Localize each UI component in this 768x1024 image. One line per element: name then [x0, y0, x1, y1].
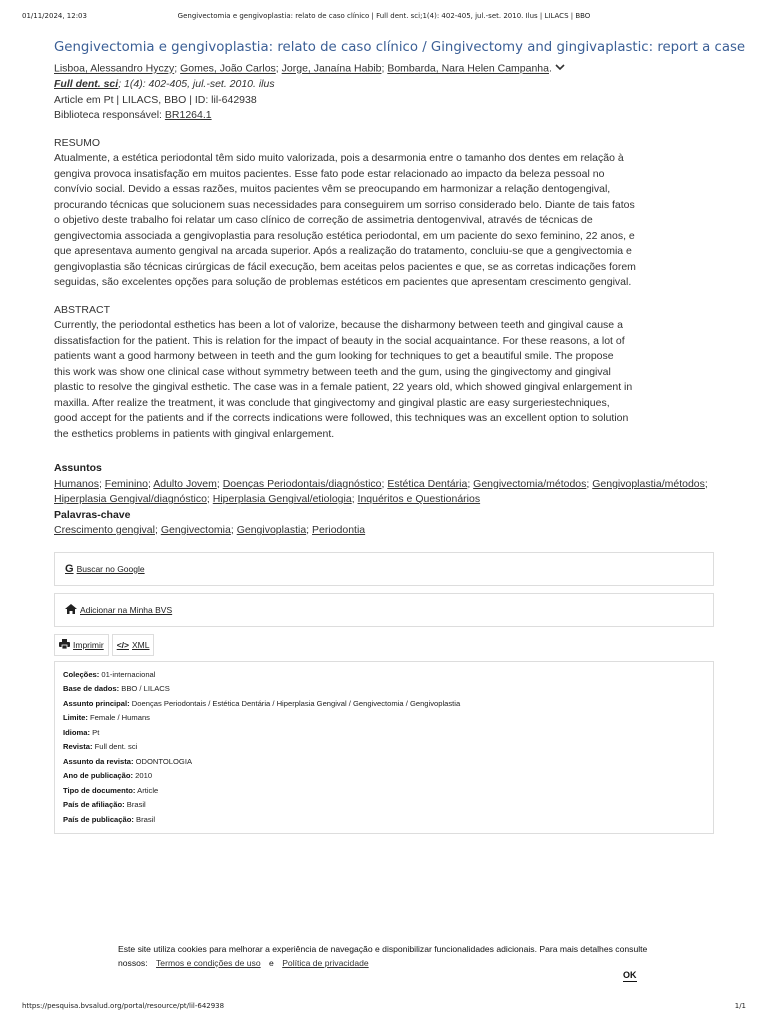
print-footer [22, 1002, 746, 1010]
resumo-heading: RESUMO [54, 136, 101, 149]
resumo-line: gengivectomia associada a gengivoplastia para resolução estética periodontal, em um paciente do sexo feminino, 22 anos, e [54, 229, 635, 242]
resumo-text [54, 151, 714, 291]
citation: Full dent. sci; 1(4): 402-405, jul.-set. 2010. ilus [54, 78, 275, 91]
detail-row: Assunto principal: Doenças Periodontais / Estética Dentária / Hiperplasia Gengival / Gengivectomia / Gengivoplastia [63, 698, 461, 708]
journal-link[interactable]: Full dent. sci [54, 78, 119, 91]
subject-link[interactable]: Estética Dentária [387, 477, 468, 490]
abstract-line: maxilla. After realize the treatment, it was conclude that gingivectomy and gingival plastic are easy surgeriestechniques, [54, 396, 610, 409]
detail-row: Idioma: Pt [63, 727, 100, 737]
abstract-line: dissatisfaction for the patient. This is relation for the impact of beauty in the social acquaintance. For these reasons, a lot of [54, 334, 625, 347]
palavras-list: Crescimento gengival; Gengivectomia; Gengivoplastia; Periodontia [54, 524, 366, 537]
google-search-box [54, 552, 714, 586]
subject-link[interactable]: Inquéritos e Questionários [357, 493, 481, 506]
resumo-line: o objetivo deste trabalho foi relatar um caso clínico de correção de assimetria dentogenvival, através de técnicas de [54, 214, 593, 227]
terms-link[interactable]: Termos e condições de uso [156, 958, 261, 968]
keyword-link[interactable]: Gengivectomia [160, 524, 231, 537]
abstract-heading: ABSTRACT [54, 303, 111, 316]
assuntos-heading: Assuntos [54, 462, 102, 475]
print-title: Gengivectomia e gengivoplastia: relato de caso clínico | Full dent. sci;1(4): 402-405, jul.-set. 2010. Ilus | LILACS | BBO [177, 12, 591, 20]
resumo-line: procurando técnicas que solucionem suas necessidades para conseguirem um sorriso considerado belo. Diante de tais fatos [54, 198, 635, 211]
printer-icon [59, 639, 70, 651]
xml-button[interactable]: </> XML [112, 634, 155, 656]
palavras-heading: Palavras-chave [54, 508, 131, 521]
resumo-line: seguidas, são excelentes opções para solução de problemas estéticos em pacientes que apresentam crescimento gengival. [54, 276, 632, 289]
resumo-line: gengiva provoca insatisfação em muitos pacientes. Esse fato pode estar relacionado ao impacto da beleza pessoal no [54, 167, 605, 180]
resumo-line: convívio social. Devido a essas razões, muitos pacientes vêm se preocupando em harmonizar a relação dentogengival, [54, 183, 611, 196]
resumo-line: gengivoplastia são técnicas cirúrgicas de fácil execução, bem aceitas pelos pacientes e que, se as corretas indicações forem [54, 260, 636, 273]
cookie-ok-button[interactable]: OK [623, 970, 637, 980]
details-panel [54, 661, 714, 835]
detail-row: País de publicação: Brasil [63, 814, 156, 824]
article-title: Gengivectomia e gengivoplastia: relato de caso clínico / Gingivectomy and gingivaplastic: report a case [54, 40, 746, 55]
print-header [22, 12, 746, 22]
print-url: https://pesquisa.bvsalud.org/portal/resource/pt/lil-642938 [22, 1002, 225, 1010]
detail-row: Ano de publicação: 2010 [63, 771, 153, 781]
print-datetime: 01/11/2024, 12:03 [22, 12, 87, 20]
author-link[interactable]: Jorge, Janaína Habib [281, 62, 382, 75]
detail-row: Assunto da revista: ODONTOLOGIA [63, 756, 193, 766]
privacy-link[interactable]: Política de privacidade [282, 958, 369, 968]
abstract-text [54, 318, 714, 442]
subject-link[interactable]: Gengivoplastia/métodos [592, 477, 705, 490]
home-icon [65, 604, 77, 616]
code-icon: </> [116, 639, 129, 650]
print-button[interactable]: Imprimir [54, 634, 109, 656]
detail-row: Revista: Full dent. sci [63, 742, 138, 752]
subject-link[interactable]: Hiperplasia Gengival/diagnóstico [54, 493, 207, 506]
keyword-link[interactable]: Crescimento gengival [54, 524, 155, 537]
resumo-line: que apresentava aumento gengival na arcada superior. Após a realização do tratamento, concluiu-se que a gengivectomia e [54, 245, 632, 258]
abstract-line: this work was show one clinical case without symmetry between teeth and the gum, using the gingivectomy and gingival [54, 365, 611, 378]
subject-link[interactable]: Humanos [54, 477, 99, 490]
author-link[interactable]: Bombarda, Nara Helen Campanha [387, 62, 549, 75]
cookie-banner: Este site utiliza cookies para melhorar a experiência de navegação e disponibilizar funcionalidades adicionais. Para mais detalhes consulte nossos: Termos e condições de uso e Política de privacidade [118, 944, 648, 968]
assuntos-list: Humanos; Feminino; Adulto Jovem; Doenças Periodontais/diagnóstico; Estética Dentária; Gengivectomia/métodos; Gengivoplastia/métodos; [54, 477, 708, 490]
abstract-line: patients want a good harmony between in teeth and the gum looking for techniques to get a beautiful smile. The propose [54, 350, 614, 363]
detail-row: Limite: Female / Humans [63, 713, 150, 723]
detail-row: Tipo de documento: Article [63, 785, 159, 795]
subject-link[interactable]: Feminino [104, 477, 148, 490]
abstract-line: the esthetics problems in patients with gingival enlargement. [54, 427, 335, 440]
add-to-bvs-button[interactable]: Adicionar na Minha BVS [65, 604, 172, 616]
cookie-text: Este site utiliza cookies para melhorar a experiência de navegação e disponibilizar funcionalidades adicionais. Para mais detalhes consulte nossos: [118, 944, 648, 968]
library-code-link[interactable]: BR1264.1 [164, 109, 212, 122]
abstract-line: plastic to resolve the gingival esthetic. The case was in a female patient, 22 years old, which showed gingival enlargement in [54, 381, 633, 394]
print-page-number: 1/1 [734, 1002, 746, 1010]
responsible-library: Biblioteca responsável: BR1264.1 [54, 109, 212, 122]
article-record [54, 40, 746, 834]
google-icon: G [65, 562, 74, 575]
author-list: Lisboa, Alessandro Hyczy; Gomes, João Carlos; Jorge, Janaína Habib; Bombarda, Nara Helen Campanha. [54, 61, 714, 77]
abstract-line: Currently, the periodontal esthetics has been a lot of valorize, because the disharmony between teeth and gingival cause a [54, 319, 623, 332]
detail-row: País de afiliação: Brasil [63, 800, 146, 810]
detail-row: Base de dados: BBO / LILACS [63, 684, 170, 694]
keyword-link[interactable]: Gengivoplastia [236, 524, 307, 537]
subject-link[interactable]: Doenças Periodontais/diagnóstico [222, 477, 382, 490]
assuntos-list-cont: Hiperplasia Gengival/diagnóstico; Hiperplasia Gengival/etiologia; Inquéritos e Questionários [54, 493, 481, 506]
add-to-bvs-box [54, 593, 714, 627]
subject-link[interactable]: Hiperplasia Gengival/etiologia [212, 493, 352, 506]
author-link[interactable]: Lisboa, Alessandro Hyczy [54, 62, 175, 75]
article-meta: Article em Pt | LILACS, BBO | ID: lil-642938 [54, 93, 257, 106]
subject-link[interactable]: Gengivectomia/métodos [473, 477, 587, 490]
abstract-line: good accept for the patients and if the corrects indications were followed, this techniques was an excellent option to solution [54, 412, 629, 425]
subject-link[interactable]: Adulto Jovem [153, 477, 217, 490]
detail-row: Coleções: 01-internacional [63, 669, 156, 679]
author-link[interactable]: Gomes, João Carlos [180, 62, 276, 75]
chevron-down-icon[interactable] [555, 61, 565, 77]
keyword-link[interactable]: Periodontia [312, 524, 366, 537]
resumo-line: Atualmente, a estética periodontal têm sido muito valorizada, pois a desarmonia entre o tamanho dos dentes em relação à [54, 152, 624, 165]
google-search-button[interactable]: G Buscar no Google [65, 562, 145, 575]
export-toolbar [54, 634, 714, 656]
